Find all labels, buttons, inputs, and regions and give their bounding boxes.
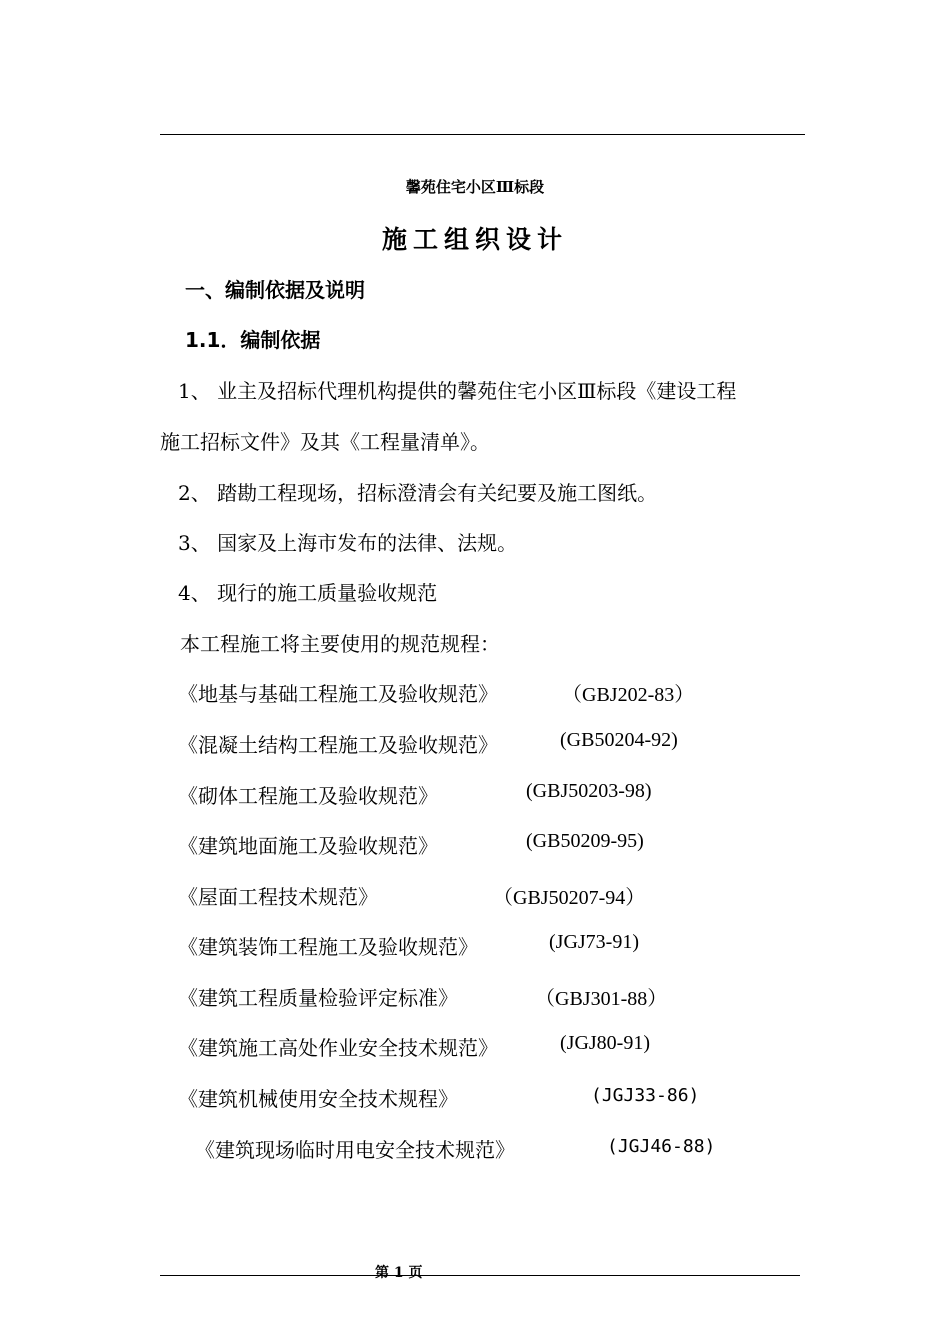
item-3: 3、 国家及上海市发布的法律、法规。 — [178, 531, 518, 555]
project-title: 馨苑住宅小区Ⅲ标段 — [405, 178, 545, 196]
footer-rule — [160, 1275, 800, 1276]
standard-name: 《建筑工程质量检验评定标准》 — [178, 986, 458, 1010]
item-4: 4、 现行的施工质量验收规范 — [178, 581, 438, 605]
subsection-heading: 1.1．编制依据 — [185, 328, 321, 352]
item-1-line-2: 施工招标文件》及其《工程量清单》。 — [160, 430, 490, 454]
standard-name: 《建筑机械使用安全技术规程》 — [178, 1087, 458, 1111]
standard-code: (JGJ73-91) — [549, 931, 639, 953]
document-title: 施工组织设计 — [381, 225, 568, 254]
standard-code: (JGJ80-91) — [560, 1032, 650, 1054]
standard-code: (JGJ46-88) — [607, 1136, 716, 1157]
section-heading: 一、编制依据及说明 — [185, 278, 365, 302]
standard-name: 《地基与基础工程施工及验收规范》 — [178, 682, 498, 706]
standard-name: 《建筑现场临时用电安全技术规范》 — [195, 1138, 515, 1162]
standard-code: （GBJ202-83） — [562, 684, 695, 706]
standard-code: （GBJ301-88） — [535, 988, 668, 1010]
standard-code: (GB50209-95) — [526, 830, 644, 852]
standard-name: 《建筑地面施工及验收规范》 — [178, 834, 438, 858]
standard-code: (GBJ50203-98) — [526, 780, 652, 802]
standard-code: （GBJ50207-94） — [493, 887, 646, 909]
standard-name: 《混凝土结构工程施工及验收规范》 — [178, 733, 498, 757]
standard-name: 《屋面工程技术规范》 — [178, 885, 378, 909]
standard-code: (GB50204-92) — [560, 729, 678, 751]
standards-intro: 本工程施工将主要使用的规范规程： — [180, 632, 500, 656]
standard-name: 《建筑施工高处作业安全技术规范》 — [178, 1036, 498, 1060]
standard-name: 《建筑装饰工程施工及验收规范》 — [178, 935, 478, 959]
standard-name: 《砌体工程施工及验收规范》 — [178, 784, 438, 808]
item-2: 2、 踏勘工程现场，招标澄清会有关纪要及施工图纸。 — [178, 481, 658, 505]
standard-code: (JGJ33-86) — [591, 1085, 700, 1106]
item-1-line-1: 1、 业主及招标代理机构提供的馨苑住宅小区Ⅲ标段《建设工程 — [178, 379, 737, 403]
page-number: 第 1 页 — [375, 1265, 423, 1281]
header-rule — [160, 134, 805, 135]
